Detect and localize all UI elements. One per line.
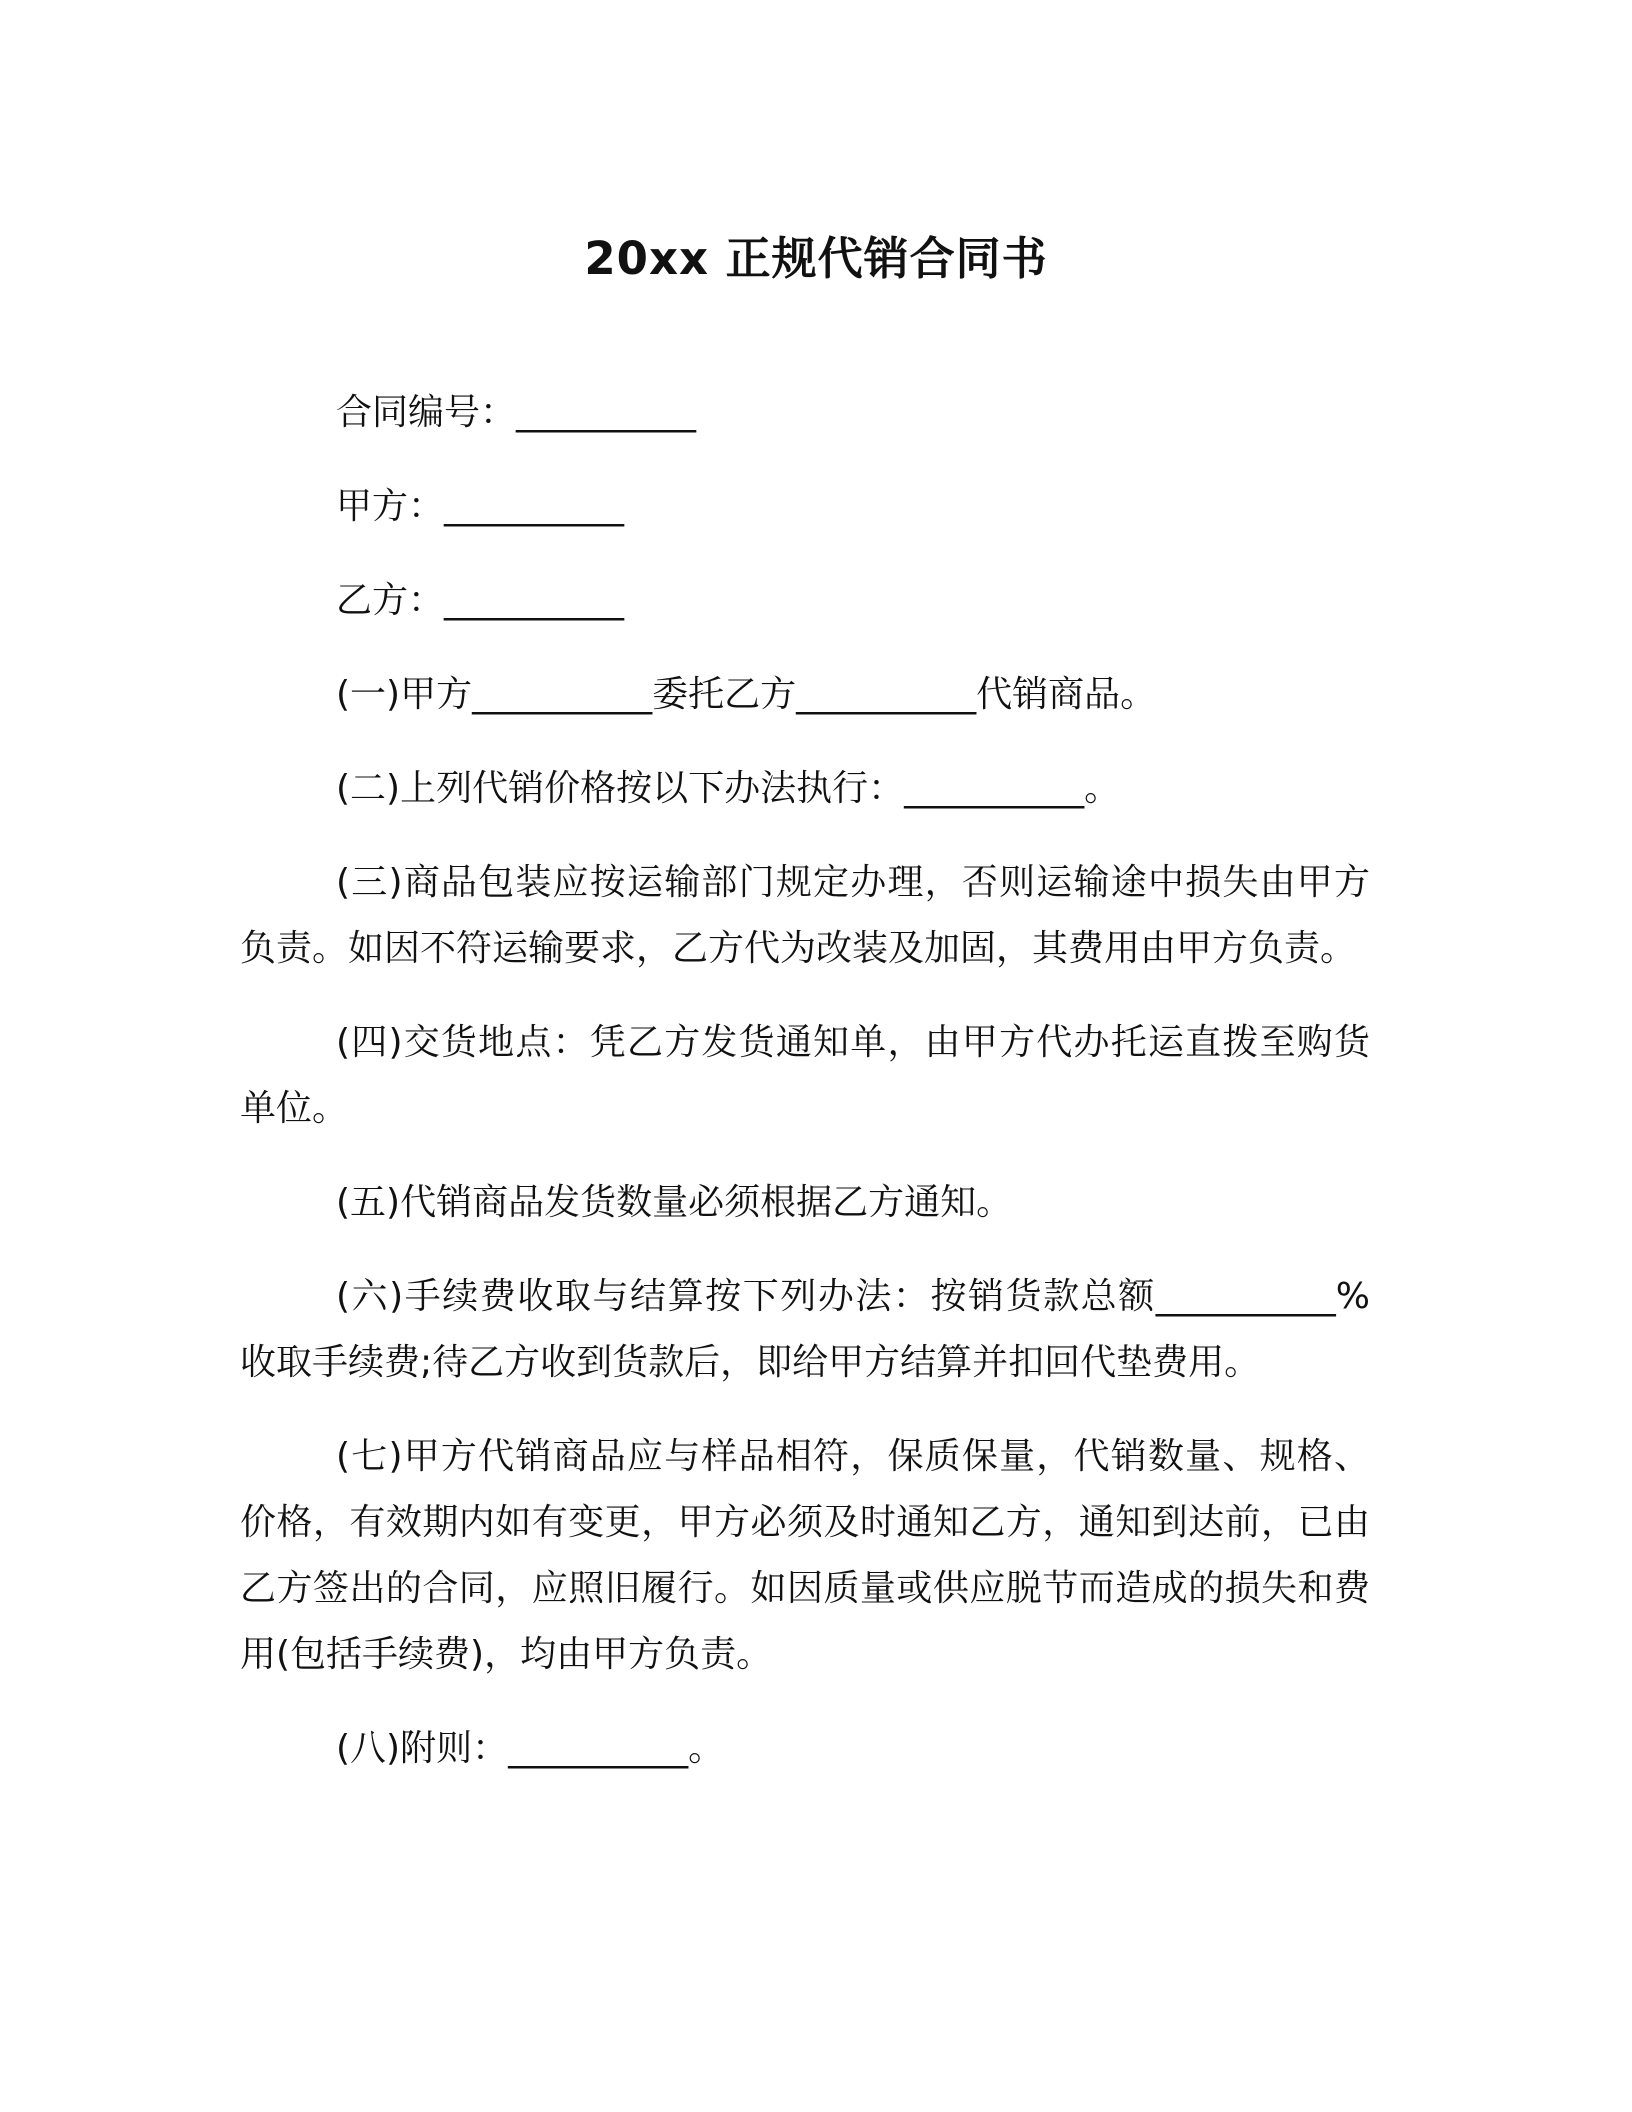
document-title: 20xx 正规代销合同书: [584, 232, 1048, 285]
document-body: [240, 380, 1370, 1810]
clause-4: (四)交货地点：凭乙方发货通知单，由甲方代办托运直拨至购货单位。: [240, 1022, 1370, 1129]
clause-3: (三)商品包装应按运输部门规定办理，否则运输途中损失由甲方负责。如因不符运输要求，乙方代为改装及加固，其费用由甲方负责。: [240, 862, 1370, 969]
party-b-line: 乙方：__________: [336, 580, 625, 621]
clause-2: (二)上列代销价格按以下办法执行：__________。: [336, 768, 1121, 809]
clause-8: (八)附则：__________。: [336, 1728, 725, 1769]
clause-7: (七)甲方代销商品应与样品相符，保质保量，代销数量、规格、价格，有效期内如有变更，甲方必须及时通知乙方，通知到达前，已由乙方签出的合同，应照旧履行。如因质量或供应脱节而造成的损失和费用(包括手续费)，均由甲方负责。: [240, 1436, 1370, 1675]
clause-6: (六)手续费收取与结算按下列办法：按销货款总额__________%收取手续费;待乙方收到货款后，即给甲方结算并扣回代垫费用。: [240, 1276, 1370, 1383]
clause-5: (五)代销商品发货数量必须根据乙方通知。: [336, 1182, 1013, 1223]
party-a-line: 甲方：__________: [336, 486, 625, 527]
contract-number-line: 合同编号：__________: [336, 392, 697, 433]
clause-1: (一)甲方__________委托乙方__________代销商品。: [336, 674, 1157, 715]
